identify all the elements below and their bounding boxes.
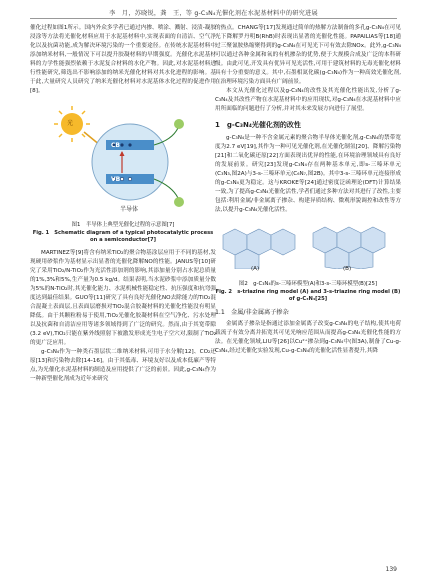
s-triazine-model [223, 229, 295, 269]
running-head: 李 月，苏晓锐，龚 王，等 g-C₃N₄光催化剂在水泥基材料中的研究进展 [109, 10, 318, 17]
figure-1-diagram [48, 100, 198, 218]
left-column [30, 24, 216, 384]
sun-label: 光 [67, 120, 74, 127]
tri-s-triazine-model [313, 227, 385, 269]
subsection-1-1-paragraph: 金属离子掺杂是指通过添加金属离子改变g-C₃N₄的电子结构,使其电荷载流子有效分离并拓宽其可见光响应范围从而提高g-C₃N₄光催化性能的方法。在光催化领域,LIU等[26]以Cu²⁺掺杂到g-C₃N₄中(图3A),制备了Cu-g-C₃N₄,经过光催化实验发现,Cu-g-C₃N₄的光催化活性显著提升,其降 [215, 321, 401, 354]
figure-1-caption-cn: 图1 半导体上典型光催化过程的示意图[7] [71, 222, 175, 228]
subsection-1-1-heading: 1.1 金属/非金属离子掺杂 [215, 309, 289, 316]
figure-2-diagram [215, 219, 401, 269]
left-paragraph-1: 催化过程如图1所示。国内外众多学者已通过内掺、喷涂、溅射、浸渍-凝胶浸涂等方法将光催化材料应用于水泥基材料中,实现表面的自清洁、空气净化以及抗菌功能,成为解决环境污染的一个重要途径。在传统水泥基材料中添加纳米材料,一般情况下可以提升胶凝材料的早期强度。光催化水泥基材料的力学性能强烈依赖于水泥复合材料的水化产物。因此,对水泥基材料进行性能研究,筛选出不影响添加的纳米光催化材料对其水化进程的影响。基于此,大量研究人员研究了纳米光催化材料对水泥基体水化过程的促进作用[8]。 [30, 25, 216, 94]
reduction-product-icon [174, 119, 184, 129]
section-1-paragraph: g-C₃N₄是一种不含金属元素的聚合物半导体光催化剂,g-C₃N₄的禁带宽度为2.7 eV[19],其作为一种可见光催化剂,在光催化制氢[20]、降解污染物[21]和二氧化碳还原[22]方面表现出优异的性能,在环境治理领域具有良好的发展前景。研究[23]发现g-C₃N₄存在两种基本单元,即s-三嗪环单元(C₃N₃,图2A)与3-s-三嗪环单元(C₆N₇,图2B)。其中3-s-三嗪环单元连接形成的g-C₃N₄更为稳定。这与KROKE等[24]通过密度泛函理论(DFT)计算结果一致,为了提高g-C₃N₄光催化活性,学者们通过多种方法对其进行了改性,主要包括:利用金属/非金属离子掺杂、构建异质结构、微观形貌调控和改性等方法,以提升g-C₃N₄光催化活性。 [215, 135, 401, 213]
left-paragraph-3: g-C₃N₄作为一种类石墨层状二维纳米材料,可用于水分解[12]、CO₂还原[13]和污染物去除[14-16]。由于其低毒、环境友好以及成本低廉产等特点,为光催化水泥基材料的制造及应用提供了广泛的前景。因此,g-C₃N₄作为一种新型催化剂成为近年来研究 [30, 349, 216, 382]
semiconductor-particle [92, 124, 168, 200]
cb-label: CB [111, 142, 120, 149]
right-paragraph-2: 本文从光催化过程以及g-C₃N₄的改性及其光催化性能出发,分析了g-C₃N₄及其改性产物在水泥基材料中的应用现状,对g-C₃N₄在水泥基材料中应用所面临的问题进行了分析,并对其未来发展方向进行了展望。 [215, 88, 401, 112]
figure-2-label-b: (B) [343, 266, 352, 272]
figure-2-caption-cn: 图2 g-C₃N₄的s-三嗪环模型(A)和3-s-三嗪环模型(B)[25] [238, 281, 378, 287]
left-paragraph-2: MARTINEZ等[9]将含有纳米TiO₂的聚合物基涂层应用于不同的基材,发现硬用砂浆作为基材显示出显著的光催化降解NO的性能。JANUS等[10]研究了采用TiO₂/N-TiO₂作为光活性添加剂的影响,其添加量分别占水泥总质量的1%,3%和5%,生产量为0.5 kg/d。结果表明,当水泥砂浆中添加质量分数为5%的N-TiO₂时,其光催化能力、水泥机械性能稳定性、抗压强度和抗弯强度达到最佳结果。GUO等[11]研究了具有良好光催化NO去除能力的TiO₂混合混凝土表面层,且表面层磨损对TiO₂混合胶凝材料的光催化性能没有明显降低。由于其颗粒粉易于使用,TiO₂光催化胶凝材料在空气净化、污水处理以及抗菌和自清洁应用等诸多领域得到了广泛的研究。然而,由于其宽带隙(3.2 eV),TiO₂只能在紫外线照射下被激发形成光生电子空穴对,限制了TiO₂的更广泛应用。 [30, 250, 216, 346]
figure-2-caption-en: Fig. 2 s-triazine ring model (A) and 3-s-triazine ring model (B) of g-C₃N₄[25] [215, 289, 401, 302]
section-1-heading: 1 g-C₃N₄光催化剂的改性 [215, 121, 301, 129]
page-number: 139 [385, 566, 397, 573]
semiconductor-label: 半导体 [120, 206, 139, 213]
figure-2 [215, 219, 401, 277]
figure-2-label-a: (A) [251, 266, 260, 272]
figure-1 [48, 100, 198, 218]
right-column [215, 24, 401, 356]
header-rule [30, 18, 397, 19]
oxidation-product-icon [174, 197, 184, 207]
vb-label: VB [111, 176, 121, 183]
right-paragraph-1: 的热点。CHANG等[17]发现通过简单的热解方法制备的多孔g-C₃N₄在可见光下降解罗丹明B(RhB)时表现出显著的光催化性能。PAPAILIAS等[18]通过三聚氰胺热缩聚得到的g-C₃N₄在可见光下可有效去除NOx。此外,g-C₃N₄可以通过各种金属和氧的有机掺杂的优势,便于大规模合成及广泛的本科研级。由此可见,开发具有优异可见光活性,可用于建筑材料的无毒光催化材料具有十分重要的意义。其中,石墨相氮化碳(g-C₃N₄)作为一种高效光催化剂,在治理环境污染方面具有广阔前景。 [215, 25, 401, 85]
figure-1-caption-en: Fig. 1 Schematic diagram of a typical photocatalytic process on a semiconductor[7] [32, 230, 214, 243]
